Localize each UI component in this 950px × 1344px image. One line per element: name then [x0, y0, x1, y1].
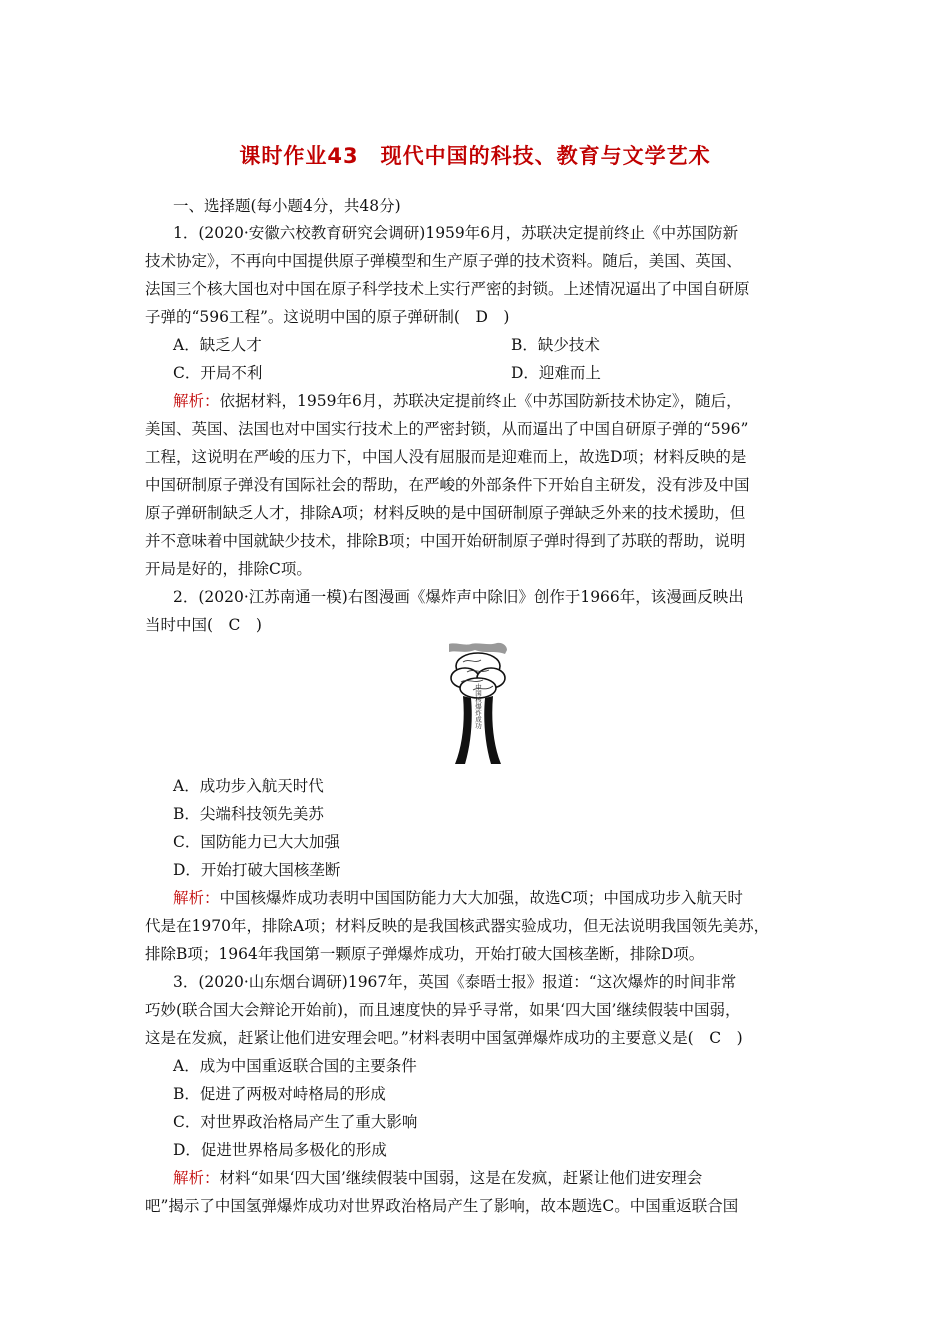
analysis-text: 材料“如果‘四大国’继续假装中国弱，这是在发疯，赶紧让他们进安理会: [219, 1169, 703, 1187]
q1-analysis-line: [173, 391, 742, 411]
analysis-text: 依据材料，1959年6月，苏联决定提前终止《中苏国防新技术协定》，随后，: [219, 392, 742, 410]
q3-option-c: C．对世界政治格局产生了重大影响: [173, 1113, 418, 1131]
q3-analysis-line: 吧”揭示了中国氢弹爆炸成功对世界政治格局产生了影响，故本题选C。中国重返联合国: [145, 1197, 739, 1215]
q3-option-b: B．促进了两极对峙格局的形成: [173, 1085, 386, 1103]
q2-stem-line: 2．(2020·江苏南通一模)右图漫画《爆炸声中除旧》创作于1966年，该漫画反映出: [173, 588, 744, 606]
q2-option-d: D．开始打破大国核垄断: [173, 861, 341, 879]
section-heading: 一、选择题(每小题4分，共48分): [173, 197, 401, 215]
q3-stem-line: 3．(2020·山东烟台调研)1967年，英国《泰晤士报》报道：“这次爆炸的时间非常: [173, 973, 737, 991]
q1-analysis-line: 工程，这说明在严峻的压力下，中国人没有屈服而是迎难而上，故选D项；材料反映的是: [145, 448, 747, 466]
analysis-label: 解析：: [173, 1169, 220, 1187]
q1-analysis-line: 美国、英国、法国也对中国实行技术上的严密封锁，从而逼出了中国自研原子弹的“596”: [145, 420, 749, 438]
page-title: 课时作业43 现代中国的科技、教育与文学艺术: [239, 144, 711, 168]
q2-option-b: B．尖端科技领先美苏: [173, 805, 324, 823]
q1-option-a: A．缺乏人才: [173, 336, 262, 354]
q2-option-a: A．成功步入航天时代: [173, 777, 324, 795]
q3-analysis-line: [173, 1168, 702, 1188]
q2-stem-line: 当时中国( C ): [145, 616, 262, 634]
q1-stem-line: 技术协定》，不再向中国提供原子弹模型和生产原子弹的技术资料。随后，美国、英国、: [145, 252, 742, 270]
mushroom-cloud-fist-image: [445, 640, 511, 768]
analysis-label: 解析：: [173, 392, 220, 410]
q2-analysis-line: 排除B项；1964年我国第一颗原子弹爆炸成功，开始打破大国核垄断，排除D项。: [145, 945, 705, 963]
q1-option-d: D．迎难而上: [511, 364, 601, 382]
q1-stem-line: 1．(2020·安徽六校教育研究会调研)1959年6月，苏联决定提前终止《中苏国防新: [173, 224, 739, 242]
q2-option-c: C．国防能力已大大加强: [173, 833, 340, 851]
q1-stem-line: 法国三个核大国也对中国在原子科学技术上实行严密的封锁。上述情况逼出了中国自研原: [145, 280, 750, 298]
q3-stem-line: 这是在发疯，赶紧让他们进安理会吧。”材料表明中国氢弹爆炸成功的主要意义是( C ): [145, 1029, 743, 1047]
q3-option-a: A．成为中国重返联合国的主要条件: [173, 1057, 417, 1075]
q3-stem-line: 巧妙(联合国大会辩论开始前)，而且速度快的异乎寻常，如果‘四大国’继续假装中国弱，: [145, 1001, 741, 1019]
q1-analysis-line: 并不意味着中国就缺少技术，排除B项；中国开始研制原子弹时得到了苏联的帮助，说明: [145, 532, 746, 550]
q3-option-d: D．促进世界格局多极化的形成: [173, 1141, 387, 1159]
figure-caption: 中国核爆炸成功: [474, 683, 482, 729]
q1-option-b: B．缺少技术: [511, 336, 600, 354]
q2-analysis-line: 代是在1970年，排除A项；材料反映的是我国核武器实验成功，但无法说明我国领先美苏，: [145, 917, 770, 935]
analysis-text: 中国核爆炸成功表明中国国防能力大大加强，故选C项；中国成功步入航天时: [219, 889, 743, 907]
q1-stem-line: 子弹的“596工程”。这说明中国的原子弹研制( D ): [145, 308, 510, 326]
analysis-label: 解析：: [173, 889, 220, 907]
cartoon-figure: [445, 640, 511, 768]
q1-analysis-line: 中国研制原子弹没有国际社会的帮助，在严峻的外部条件下开始自主研发，没有涉及中国: [145, 476, 750, 494]
q2-analysis-line: [173, 888, 743, 908]
q1-option-c: C．开局不利: [173, 364, 263, 382]
q1-analysis-line: 原子弹研制缺乏人才，排除A项；材料反映的是中国研制原子弹缺乏外来的技术援助，但: [145, 504, 746, 522]
q1-analysis-line: 开局是好的，排除C项。: [145, 560, 312, 578]
